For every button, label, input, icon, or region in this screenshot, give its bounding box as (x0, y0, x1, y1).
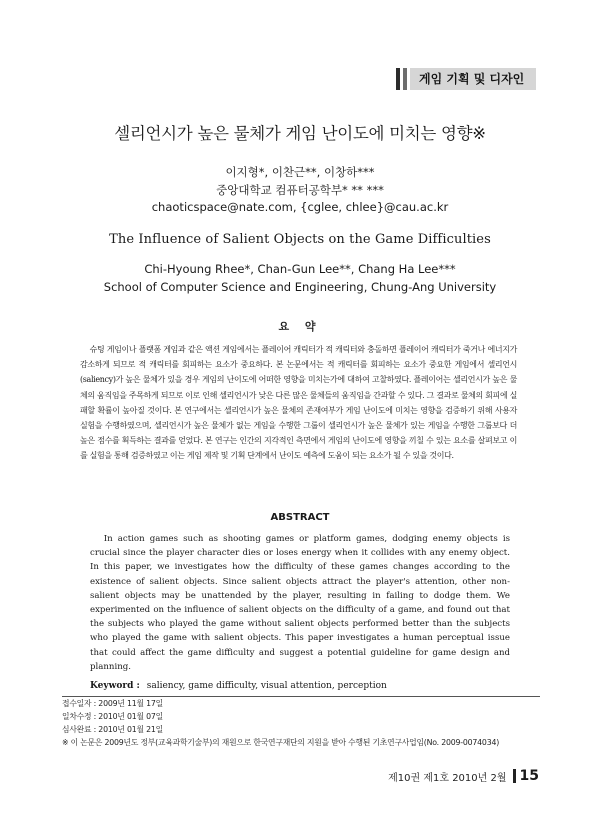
authors-english: Chi-Hyoung Rhee*, Chan-Gun Lee**, Chang Ha Lee*** (144, 262, 456, 276)
page-footer (388, 768, 539, 784)
section-tag-bar (396, 68, 400, 90)
keywords-text: saliency, game difficulty, visual attention, perception (146, 681, 387, 691)
footnote-revised: 일차수정 : 2010년 01월 07일 (62, 712, 163, 721)
author-emails: chaoticspace@nate.com, {cglee, chlee}@cau.ac.kr (151, 200, 449, 214)
page-number: 15 (519, 768, 539, 784)
abstract-korean-heading: 요 약 (278, 320, 322, 333)
keywords (90, 681, 387, 691)
affiliation-korean: 중앙대학교 컴퓨터공학부* ** *** (216, 183, 384, 197)
abstract-english-body: In action games such as shooting games or platform games, dodging enemy objects is crucial since the player character dies or loses energy when it collides with any enemy object. In this paper, we investigates how the difficulty of these games changes according to the existence of salient objects. Since salient objects attract the player's attention, other non-salient objects may be unattended by the player, resulting in failing to dodge them. We experimented on the influence of salient objects on the difficulty of a game, and found out that the subjects who played the game without salient objects performed better than the subjects who played the game with salient objects. This paper investigates a human perceptual issue that could affect the game difficulty and suggest a potential guideline for game design and planning. (90, 534, 510, 672)
keywords-label: Keyword : (90, 681, 140, 691)
abstract-english-heading: ABSTRACT (270, 512, 330, 523)
abstract-korean-body: 슈팅 게임이나 플랫폼 게임과 같은 액션 게임에서는 플레이어 캐릭터가 적 캐릭터와 충돌하면 플레이어 캐릭터가 죽거나 에너지가 감소하게 되므로 적 캐릭터를 회피하는 요소가 중요하다. 본 논문에서는 적 캐릭터를 회피하는 요소가 중요한 게임에서 셀리언시(saliency)가 높은 물체가 있을 경우 게임의 난이도에 어떠한 영향을 미치는가에 대하여 고찰하였다. 플레이어는 셀리언시가 높은 물체의 움직임을 주목하게 되므로 이로 인해 셀리언시가 낮은 다른 많은 물체들의 움직임을 간과할 수 있다. 그 결과로 물체의 회피에 실패할 확률이 높아질 것이다. 본 연구에서는 셀리언시가 높은 물체의 존재여부가 게임 난이도에 미치는 영향을 검증하기 위해 사용자 실험을 수행하였으며, 셀리언시가 높은 물체가 없는 게임을 수행한 그룹이 셀리언시가 높은 물체가 있는 게임을 수행한 그룹보다 더 높은 점수를 획득하는 결과를 얻었다. 본 연구는 인간의 지각적인 측면에서 게임의 난이도에 영향을 끼칠 수 있는 요소를 살펴보고 이를 실험을 통해 검증하였고 이는 게임 제작 및 기획 단계에서 난이도 예측에 도움이 되는 요소가 될 수 있을 것이다. (80, 345, 517, 461)
footer-divider (513, 769, 516, 783)
authors-korean: 이지형*, 이찬근**, 이창하*** (225, 165, 375, 179)
section-tag (396, 68, 536, 90)
section-tag-label: 게임 기획 및 디자인 (410, 68, 536, 90)
section-tag-bar-light (403, 68, 407, 90)
paper-title-korean: 셀리언시가 높은 물체가 게임 난이도에 미치는 영향※ (114, 124, 486, 143)
footnotes (62, 696, 540, 749)
paper-title-english: The Influence of Salient Objects on the Game Difficulties (109, 232, 491, 247)
footnote-accepted: 심사완료 : 2010년 01월 21일 (62, 725, 163, 734)
footnote-funding: ※ 이 논문은 2009년도 정부(교육과학기술부)의 재원으로 한국연구재단의 지원을 받아 수행된 기초연구사업임(No. 2009-0074034) (62, 738, 500, 747)
affiliation-english: School of Computer Science and Engineering, Chung-Ang University (103, 280, 497, 294)
journal-issue: 제10권 제1호 2010년 2월 (388, 772, 507, 784)
footnote-received: 접수일자 : 2009년 11월 17일 (62, 699, 163, 708)
